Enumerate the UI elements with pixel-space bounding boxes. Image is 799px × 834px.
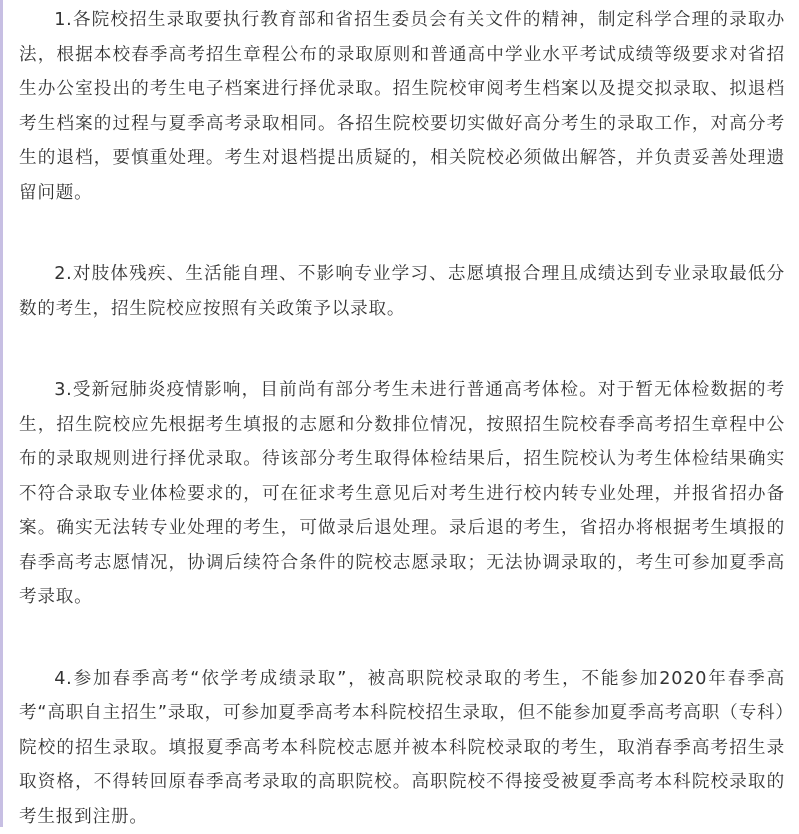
paragraph-1: 1.各院校招生录取要执行教育部和省招生委员会有关文件的精神，制定科学合理的录取办法，根据本校春季高考招生章程公布的录取原则和普通高中学业水平考试成绩等级要求对省招生办公室投出的考生电子档案进行择优录取。招生院校审阅考生档案以及提交拟录取、拟退档考生档案的过程与夏季高考录取相同。各招生院校要切实做好高分考生的录取工作，对高分考生的退档，要慎重处理。考生对退档提出质疑的，相关院校必须做出解答，并负责妥善处理遗留问题。: [19, 3, 785, 210]
left-border-rule: [0, 0, 3, 827]
paragraph-2: 2.对肢体残疾、生活能自理、不影响专业学习、志愿填报合理且成绩达到专业录取最低分数的考生，招生院校应按照有关政策予以录取。: [19, 257, 785, 326]
article-body: [19, 0, 785, 834]
paragraph-3: 3.受新冠肺炎疫情影响，目前尚有部分考生未进行普通高考体检。对于暂无体检数据的考生，招生院校应先根据考生填报的志愿和分数排位情况，按照招生院校春季高考招生章程中公布的录取规则进行择优录取。待该部分考生取得体检结果后，招生院校认为考生体检结果确实不符合录取专业体检要求的，可在征求考生意见后对考生进行校内转专业处理，并报省招办备案。确实无法转专业处理的考生，可做录后退处理。录后退的考生，省招办将根据考生填报的春季高考志愿情况，协调后续符合条件的院校志愿录取；无法协调录取的，考生可参加夏季高考录取。: [19, 373, 785, 615]
paragraph-4: 4.参加春季高考“依学考成绩录取”，被高职院校录取的考生，不能参加2020年春季高考“高职自主招生”录取，可参加夏季高考本科院校招生录取，但不能参加夏季高考高职（专科）院校的招生录取。填报夏季高考本科院校志愿并被本科院校录取的考生，取消春季高考招生录取资格，不得转回原春季高考录取的高职院校。高职院校不得接受被夏季高考本科院校录取的考生报到注册。: [19, 662, 785, 834]
